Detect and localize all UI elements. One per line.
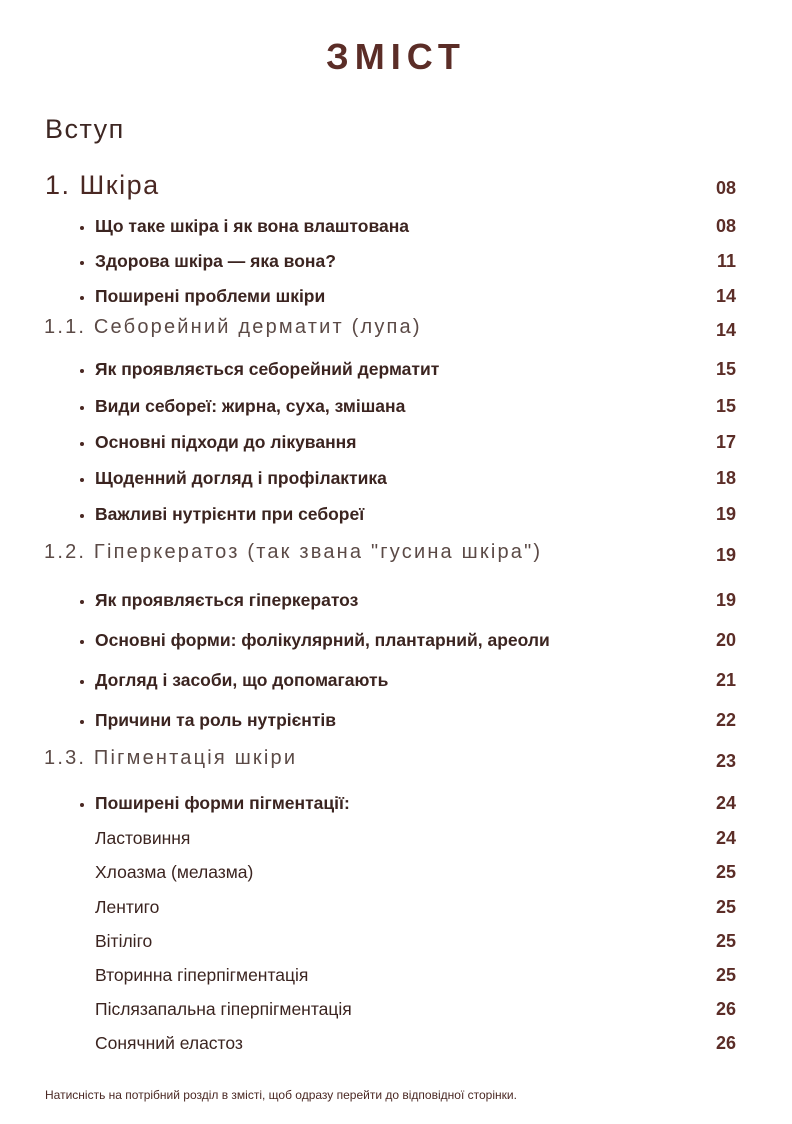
bullet-icon (80, 600, 84, 604)
toc-entry-label: Догляд і засоби, що допомагають (95, 670, 389, 690)
toc-entry-label: Хлоазма (мелазма) (95, 862, 254, 882)
bullet-icon (80, 296, 84, 300)
toc-page-number: 17 (715, 432, 736, 452)
toc-page-number: 25 (715, 965, 736, 985)
toc-entry-label: Здорова шкіра — яка вона? (95, 251, 336, 271)
toc-item[interactable] (0, 466, 792, 494)
toc-entry-label: Як проявляється себорейний дерматит (95, 359, 440, 379)
toc-sub[interactable] (0, 895, 792, 923)
toc-section[interactable] (0, 543, 792, 571)
toc-page-number: 25 (715, 897, 736, 917)
toc-entry-label: Поширені форми пігментації: (95, 793, 350, 813)
bullet-icon (80, 640, 84, 644)
bullet-icon (80, 226, 84, 230)
toc-entry-label: Вторинна гіперпігментація (95, 965, 309, 985)
toc-sub[interactable] (0, 1031, 792, 1059)
toc-page-number: 21 (715, 670, 736, 690)
toc-entry-label: Поширені проблеми шкіри (95, 286, 326, 306)
bullet-icon (80, 803, 84, 807)
toc-page-number: 08 (715, 178, 736, 198)
toc-entry-label: Що таке шкіра і як вона влаштована (95, 216, 410, 236)
bullet-icon (80, 680, 84, 684)
bullet-icon (80, 478, 84, 482)
toc-entry-label: 1.2. Гіперкератоз (так звана "гусина шкіра") (44, 541, 543, 563)
bullet-icon (80, 514, 84, 518)
toc-item[interactable] (0, 791, 792, 819)
toc-sub[interactable] (0, 929, 792, 957)
toc-entry-label: Щоденний догляд і профілактика (95, 468, 387, 488)
toc-intro[interactable]: Вступ (45, 114, 125, 144)
footer-note: Натисність на потрібний розділ в змісті, щоб одразу перейти до відповідної сторінки. (45, 1088, 517, 1102)
toc-page-number: 14 (715, 286, 736, 306)
toc-page-number: 14 (715, 320, 736, 340)
bullet-icon (80, 406, 84, 410)
toc-item[interactable] (0, 249, 792, 277)
toc-chapter[interactable] (0, 170, 792, 204)
toc-sub[interactable] (0, 963, 792, 991)
toc-page-number: 23 (715, 751, 736, 771)
toc-page-number: 19 (715, 504, 736, 524)
toc-page-number: 19 (715, 590, 736, 610)
bullet-icon (80, 261, 84, 265)
toc-entry-label: Основні форми: фолікулярний, плантарний, ареоли (95, 630, 550, 650)
toc-item[interactable] (0, 357, 792, 385)
bullet-icon (80, 442, 84, 446)
toc-item[interactable] (0, 394, 792, 422)
toc-entry-label: Ластовиння (95, 828, 191, 848)
toc-entry-label: Види себореї: жирна, суха, змішана (95, 396, 406, 416)
toc-sub[interactable] (0, 997, 792, 1025)
toc-page-number: 18 (715, 468, 736, 488)
toc-item[interactable] (0, 668, 792, 696)
toc-page-number: 25 (715, 931, 736, 951)
toc-item[interactable] (0, 502, 792, 530)
toc-item[interactable] (0, 430, 792, 458)
toc-section[interactable] (0, 318, 792, 346)
toc-entry-label: Післязапальна гіперпігментація (95, 999, 352, 1019)
toc-page-number: 20 (715, 630, 736, 650)
toc-entry-label: Причини та роль нутрієнтів (95, 710, 337, 730)
toc-page-number: 26 (715, 1033, 736, 1053)
toc-page-number: 24 (715, 793, 736, 813)
toc-entry-label: 1.3. Пігментація шкіри (44, 747, 298, 769)
toc-page-number: 24 (715, 828, 736, 848)
toc-item[interactable] (0, 588, 792, 616)
toc-item[interactable] (0, 284, 792, 312)
toc-page-number: 26 (715, 999, 736, 1019)
toc-sub[interactable] (0, 826, 792, 854)
page-title: ЗМІСТ (326, 36, 466, 77)
bullet-icon (80, 720, 84, 724)
toc-item[interactable] (0, 628, 792, 656)
toc-entry-label: Сонячний еластоз (95, 1033, 243, 1053)
toc-page-number: 08 (715, 216, 736, 236)
toc-page-number: 11 (716, 251, 736, 271)
toc-entry-label: 1.1. Себорейний дерматит (лупа) (44, 316, 422, 338)
toc-entry-label: 1. Шкіра (45, 170, 160, 200)
toc-section[interactable] (0, 749, 792, 777)
toc-entry-label: Важливі нутрієнти при себореї (95, 504, 365, 524)
toc-entry-label: Вітіліго (95, 931, 153, 951)
toc-item[interactable] (0, 214, 792, 242)
toc-page-number: 15 (715, 359, 736, 379)
toc-entry-label: Як проявляється гіперкератоз (95, 590, 359, 610)
toc-page-number: 19 (715, 545, 736, 565)
toc-page-number: 15 (715, 396, 736, 416)
toc-item[interactable] (0, 708, 792, 736)
toc-page-number: 22 (715, 710, 736, 730)
toc-entry-label: Лентиго (95, 897, 160, 917)
toc-entry-label: Основні підходи до лікування (95, 432, 357, 452)
toc-page-number: 25 (715, 862, 736, 882)
bullet-icon (80, 369, 84, 373)
toc-sub[interactable] (0, 860, 792, 888)
